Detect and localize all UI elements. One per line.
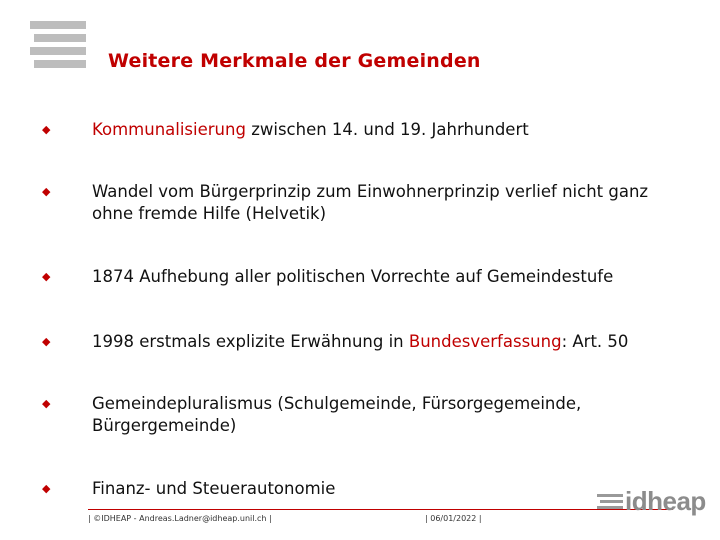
bullet-text-part: zwischen 14. und 19. Jahrhundert: [245, 120, 529, 139]
footer-divider: [88, 509, 673, 510]
bullet-item: [42, 478, 682, 500]
slide-title: Weitere Merkmale der Gemeinden: [108, 50, 481, 72]
logo-bar: [30, 21, 86, 29]
bullet-diamond-icon: ◆: [42, 397, 51, 410]
bullet-item: [42, 181, 682, 225]
footer-date: | 06/01/2022 |: [425, 514, 482, 523]
bullet-text-highlight: Kommunalisierung: [92, 120, 246, 139]
logo-bars-icon: [30, 21, 86, 73]
logo-bar: [34, 60, 86, 68]
bullet-item: [42, 331, 682, 353]
bullet-item: [42, 119, 682, 141]
bullet-text-highlight: Bundesverfassung: [408, 332, 562, 351]
bullet-text-part: 1874 Aufhebung aller politischen Vorrechte auf Gemeindestufe: [92, 267, 614, 286]
bullet-diamond-icon: ◆: [42, 123, 51, 136]
bullet-text-part: 1998 erstmals explizite Erwähnung in: [92, 332, 409, 351]
bullet-diamond-icon: ◆: [42, 270, 51, 283]
idheap-logo: [597, 486, 706, 517]
bullet-text: [92, 331, 682, 353]
bullet-text-part: Finanz- und Steuerautonomie: [92, 479, 336, 498]
bullet-item: [42, 393, 682, 437]
footer-credit: | ©IDHEAP - Andreas.Ladner@idheap.unil.ch |: [88, 514, 272, 523]
bullet-item: [42, 266, 682, 288]
logo-bar: [30, 47, 86, 55]
bullet-text: [92, 393, 682, 437]
bullet-text: [92, 119, 682, 141]
bullet-diamond-icon: ◆: [42, 185, 51, 198]
bullet-diamond-icon: ◆: [42, 482, 51, 495]
idheap-logo-lines-icon: [597, 491, 623, 512]
bullet-text-part: Gemeindepluralismus (Schulgemeinde, Fürsorgegemeinde, Bürgergemeinde): [92, 394, 582, 435]
bullet-text-part: Wandel vom Bürgerprinzip zum Einwohnerprinzip verlief nicht ganz ohne fremde Hilfe (Helvetik): [92, 182, 649, 223]
bullet-diamond-icon: ◆: [42, 335, 51, 348]
bullet-text-part: : Art. 50: [561, 332, 629, 351]
bullet-text: [92, 181, 682, 225]
idheap-logo-text: idheap: [625, 486, 706, 516]
logo-bar: [34, 34, 86, 42]
bullet-text: [92, 266, 682, 288]
bullet-text: [92, 478, 682, 500]
